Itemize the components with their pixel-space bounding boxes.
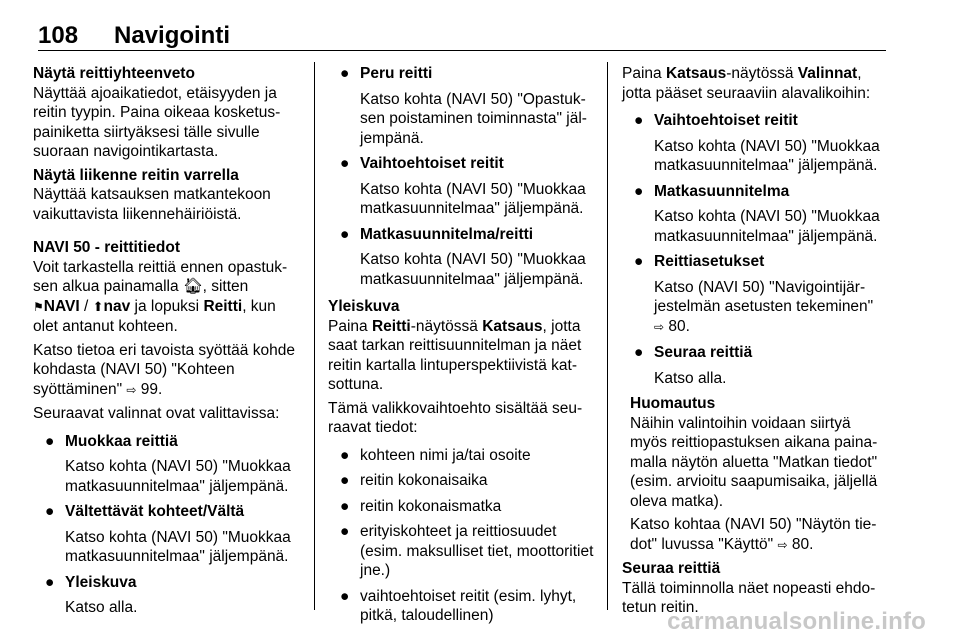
bullet-icon: ● — [45, 573, 55, 591]
bullet-icon: ● — [340, 587, 350, 605]
list-item — [328, 522, 596, 581]
bullet-icon: ● — [634, 112, 644, 129]
text: nav — [103, 297, 131, 315]
text: ja lopuksi — [130, 297, 204, 315]
item-title: Vaihtoehtoiset reitit — [360, 155, 504, 172]
page-reference: 80. — [791, 535, 814, 553]
page-reference: 99. — [140, 380, 163, 398]
item-body: Katso kohta (NAVI 50) "Muokkaa matkasuunnitelmaa" jäljempänä. — [65, 458, 291, 495]
item-title: Yleiskuva — [65, 573, 137, 591]
column-3 — [622, 64, 888, 628]
paragraph — [328, 317, 596, 395]
bullet-icon: ● — [45, 503, 55, 520]
column-divider-2 — [607, 62, 608, 610]
bullet-icon: ● — [634, 182, 644, 200]
text: NAVI — [43, 297, 80, 315]
paragraph — [33, 258, 301, 337]
section-heading: Yleiskuva — [328, 298, 400, 315]
bullet-icon: ● — [340, 472, 350, 489]
item-body: Katso kohta (NAVI 50) "Muokkaa matkasuunnitelmaa" jäljempänä. — [654, 137, 880, 174]
bullet-icon: ● — [340, 225, 350, 243]
text: , jotta pääset seuraaviin alavalikoihin: — [622, 65, 871, 102]
text: Katso tietoa eri tavoista syöttää kohde kohdasta (NAVI 50) "Kohteen syöttäminen" — [33, 341, 295, 398]
text: Voit tarkastella reittiä ennen opastuksen alkua painamalla — [33, 258, 288, 295]
text: Reitti — [203, 297, 243, 315]
navigation-arrow-icon: ⬆ — [92, 298, 104, 314]
bullet-icon: ● — [45, 432, 55, 450]
list-item — [328, 587, 596, 626]
page-reference-icon: ⇨ — [777, 537, 788, 552]
item-body: Katso kohta (NAVI 50) "Opastuksen poistaminen toiminnasta" jäljempänä. — [360, 90, 587, 147]
section-body: Näyttää katsauksen matkantekoon vaikuttavista liikennehäiriöistä. — [33, 186, 271, 223]
column-2 — [328, 64, 596, 632]
section-heading: Seuraa reittiä — [622, 560, 721, 577]
list-item — [328, 225, 596, 290]
text: Katsaus — [665, 65, 727, 82]
text: / — [79, 297, 93, 315]
home-icon: 🏠︎ — [182, 278, 203, 295]
bullet-icon: ● — [340, 65, 350, 82]
note-heading: Huomautus — [630, 395, 716, 412]
page-header — [38, 22, 886, 52]
list-item — [328, 446, 596, 466]
bullet-icon: ● — [340, 446, 350, 464]
item-text: vaihtoehtoiset reitit (esim. lyhyt, pitkä, taloudellinen) — [360, 587, 577, 624]
text: Paina — [622, 65, 666, 82]
item-text: erityiskohteet ja reittiosuudet (esim. maksulliset tiet, moottoritiet jne.) — [360, 523, 594, 579]
text: , kun olet antanut kohteen. — [33, 297, 276, 335]
item-body: Katso kohta (NAVI 50) "Muokkaa matkasuunnitelmaa" jäljempänä. — [654, 208, 880, 245]
page-number: 108 — [38, 22, 79, 49]
text: Paina — [328, 317, 372, 335]
item-body: Katso kohta (NAVI 50) "Muokkaa matkasuunnitelmaa" jäljempänä. — [360, 180, 586, 217]
list-item — [622, 343, 888, 388]
text: , sitten — [202, 278, 249, 295]
text: -näytössä — [726, 65, 798, 82]
text: Katso (NAVI 50) "Navigointijärjestelmän asetusten tekeminen" — [654, 278, 874, 315]
list-item — [33, 502, 301, 567]
note-box — [630, 394, 888, 555]
bullet-icon: ● — [340, 523, 350, 540]
text: Katsaus — [482, 317, 543, 335]
section-heading: Näytä reittiyhteenveto — [33, 65, 195, 82]
bullet-icon: ● — [340, 155, 350, 172]
paragraph — [33, 341, 301, 401]
paragraph — [622, 64, 888, 103]
list-item — [33, 432, 301, 497]
item-title: Matkasuunnitelma/reitti — [360, 225, 534, 243]
section-body: Näyttää ajoaikatiedot, etäisyyden ja reitin tyypin. Paina oikeaa kosketuspainiketta siirtyäksesi tälle sivulle suoraan navigointikartasta. — [33, 84, 281, 160]
item-text: reitin kokonaisaika — [360, 472, 488, 489]
item-title: Reittiasetukset — [654, 253, 765, 270]
page-reference: 80. — [668, 317, 690, 335]
section-heading: Näytä liikenne reitin varrella — [33, 166, 239, 184]
item-title: Seuraa reittiä — [654, 344, 753, 361]
section-heading: NAVI 50 - reittitiedot — [33, 239, 180, 256]
page-reference-icon: ⇨ — [654, 319, 665, 334]
text: , jotta saat tarkan reittisuunnitelman ja näet reitin kartalla lintuperspektiivistä katsottuna. — [328, 317, 582, 393]
section-route-summary — [33, 64, 301, 162]
page-title: Navigointi — [114, 22, 231, 49]
item-text: kohteen nimi ja/tai osoite — [360, 446, 531, 464]
item-title: Muokkaa reittiä — [65, 432, 178, 450]
flag-icon: ⚑ — [33, 299, 44, 314]
item-body: Katso kohta (NAVI 50) "Muokkaa matkasuunnitelmaa" jäljempänä. — [65, 528, 291, 565]
section-overview — [328, 297, 596, 395]
item-body — [654, 278, 888, 338]
text: Katso kohtaa (NAVI 50) "Näytön tiedot" luvussa "Käyttö" — [630, 516, 877, 553]
list-item — [328, 64, 596, 148]
item-text: reitin kokonaismatka — [360, 497, 502, 515]
text: Reitti — [371, 317, 411, 335]
item-body: Katso alla. — [654, 369, 727, 387]
paragraph: Tämä valikkovaihtoehto sisältää seuraavat tiedot: — [328, 399, 583, 436]
item-body: Katso alla. — [65, 599, 138, 616]
item-title: Vaihtoehtoiset reitit — [654, 112, 798, 129]
list-item — [328, 497, 596, 517]
list-item — [622, 252, 888, 337]
item-title: Vältettävät kohteet/Vältä — [65, 503, 245, 520]
item-title: Peru reitti — [360, 65, 433, 82]
list-item — [622, 111, 888, 176]
list-item — [328, 154, 596, 219]
header-rule — [38, 50, 886, 51]
section-navi50-route-info — [33, 238, 301, 337]
paragraph: Seuraavat valinnat ovat valittavissa: — [33, 405, 280, 422]
item-title: Matkasuunnitelma — [654, 182, 790, 200]
list-item — [622, 182, 888, 247]
list-item — [33, 573, 301, 618]
bullet-icon: ● — [634, 253, 644, 270]
item-body: Katso kohta (NAVI 50) "Muokkaa matkasuunnitelmaa" jäljempänä. — [360, 251, 586, 288]
note-paragraph — [630, 515, 888, 555]
column-1 — [33, 64, 301, 624]
bullet-icon: ● — [634, 344, 644, 361]
page-reference-icon: ⇨ — [126, 382, 137, 397]
column-divider-1 — [314, 62, 315, 610]
text: -näytössä — [410, 317, 483, 335]
section-body: Tällä toiminnolla näet nopeasti ehdotetun reitin. — [622, 579, 876, 616]
note-paragraph: Näihin valintoihin voidaan siirtyä myös reittiopastuksen aikana painamalla näytön aluetta "Matkan tiedot" (esim. arvioitu saapumisaika, jäljellä oleva matka). — [630, 414, 878, 510]
section-traffic — [33, 166, 301, 225]
watermark: carmanualsonline.info — [667, 608, 926, 635]
bullet-icon: ● — [340, 497, 350, 515]
text: Valinnat — [797, 65, 858, 82]
list-item — [328, 471, 596, 491]
